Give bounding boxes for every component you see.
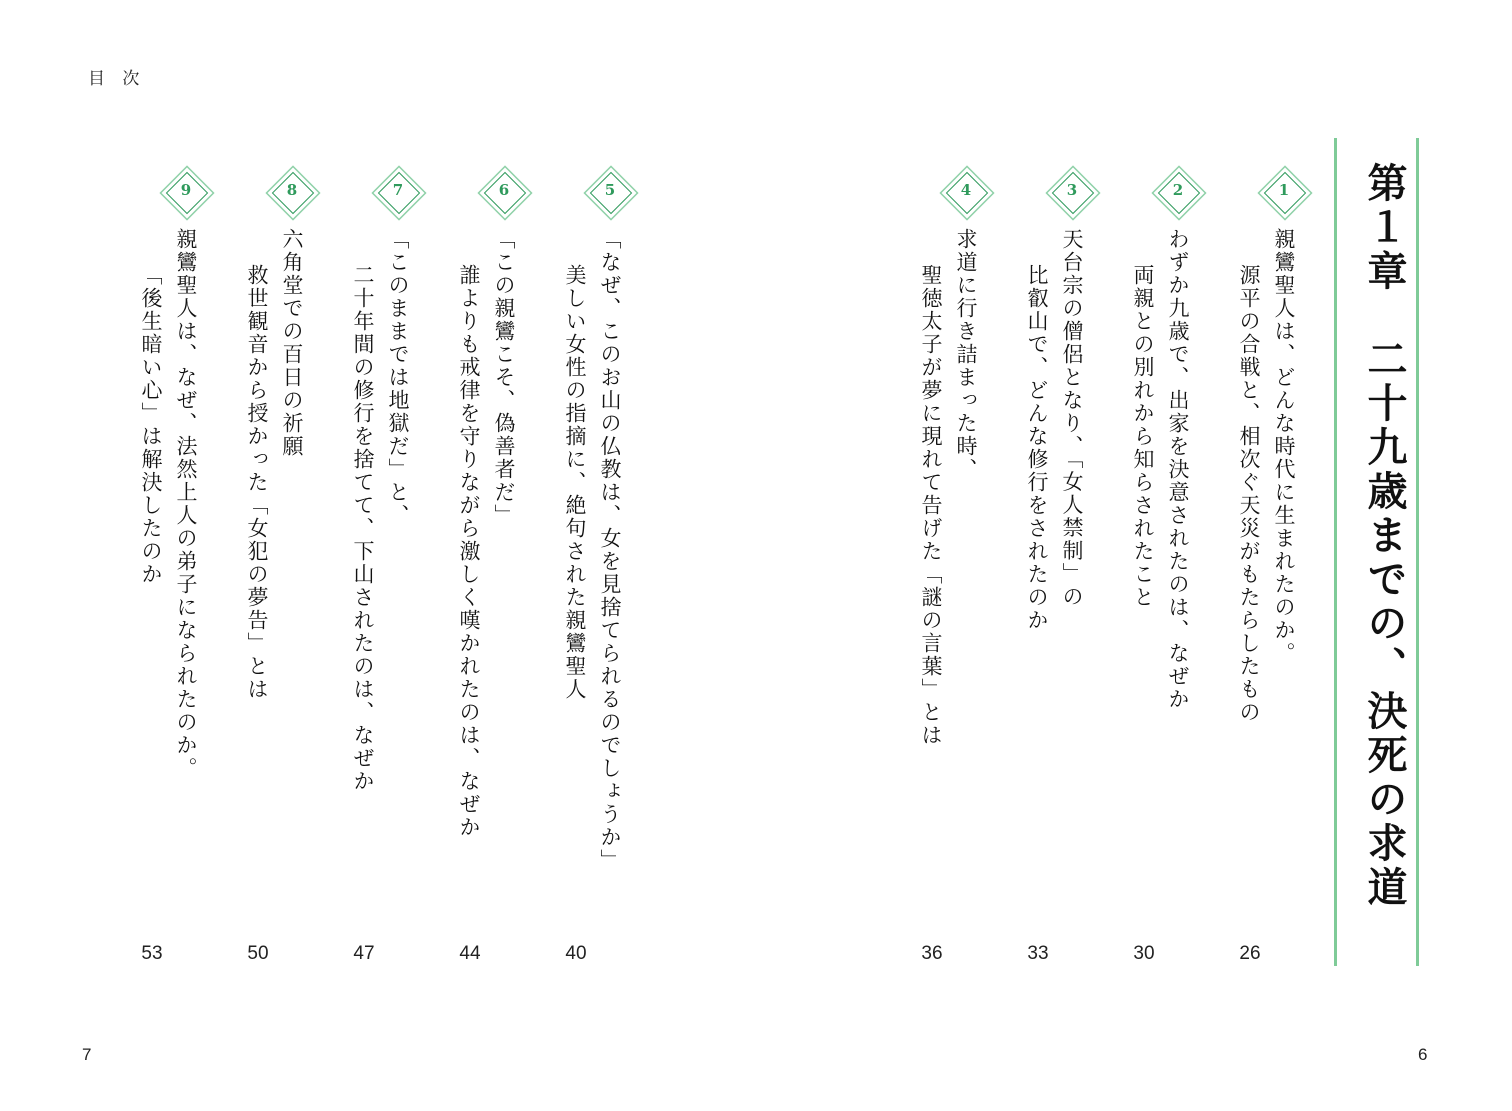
entry-page-number: 30	[1133, 943, 1155, 964]
entry-number: 4	[960, 181, 972, 199]
toc-entry-3[interactable]	[1023, 0, 1113, 1000]
entry-subtitle-line: 誰よりも戒律を守りながら激しく嘆かれたのは、なぜか	[457, 264, 481, 839]
entry-number: 1	[1278, 181, 1290, 199]
entry-subtitle-line: 両親との別れから知らされたこと	[1131, 264, 1155, 609]
contents-header: 目 次	[88, 69, 146, 89]
entry-page-number: 53	[141, 943, 163, 964]
entry-title-line: わずか九歳で、出家を決意されたのは、なぜか	[1166, 228, 1190, 711]
toc-entry-4[interactable]	[917, 0, 1007, 1000]
entry-title-line: 「なぜ、このお山の仏教は、女を見捨てられるのでしょうか」	[598, 228, 622, 872]
entry-page-number: 36	[921, 943, 943, 964]
entry-page-number: 26	[1239, 943, 1261, 964]
entry-title-line: 六角堂での百日の祈願	[280, 228, 304, 458]
entry-title-line: 求道に行き詰まった時、	[954, 228, 978, 481]
entry-number: 6	[498, 181, 510, 199]
entry-subtitle-line: 救世観音から授かった「女犯の夢告」とは	[245, 264, 269, 701]
entry-subtitle-line: 源平の合戦と、相次ぐ天災がもたらしたもの	[1237, 264, 1261, 724]
entry-number: 2	[1172, 181, 1184, 199]
entry-page-number: 50	[247, 943, 269, 964]
entry-number: 5	[604, 181, 616, 199]
left-page-number: 7	[82, 1045, 92, 1064]
chapter-rule-right	[1416, 138, 1419, 966]
entry-page-number: 47	[353, 943, 375, 964]
entry-title-line: 「このままでは地獄だ」と、	[386, 228, 410, 527]
entry-subtitle-line: 二十年間の修行を捨てて、下山されたのは、なぜか	[351, 264, 375, 793]
entry-page-number: 44	[459, 943, 481, 964]
toc-entry-2[interactable]	[1129, 0, 1219, 1000]
entry-number: 8	[286, 181, 298, 199]
toc-entry-8[interactable]	[243, 0, 333, 1000]
entry-subtitle-line: 聖徳太子が夢に現れて告げた「謎の言葉」とは	[919, 264, 943, 747]
entry-number: 3	[1066, 181, 1078, 199]
entry-title-line: 親鸞聖人は、どんな時代に生まれたのか。	[1272, 228, 1296, 665]
entry-subtitle-line: 美しい女性の指摘に、絶句された親鸞聖人	[563, 264, 587, 701]
entry-subtitle-line: 比叡山で、どんな修行をされたのか	[1025, 264, 1049, 632]
toc-entry-1[interactable]	[1235, 0, 1325, 1000]
entry-page-number: 33	[1027, 943, 1049, 964]
entry-number: 9	[180, 181, 192, 199]
toc-entry-9[interactable]	[137, 0, 227, 1000]
entry-number: 7	[392, 181, 404, 199]
toc-entry-5[interactable]	[561, 0, 651, 1000]
entry-subtitle-line: 「後生暗い心」は解決したのか	[139, 264, 163, 586]
toc-entry-7[interactable]	[349, 0, 439, 1000]
entry-title-line: 「この親鸞こそ、偽善者だ」	[492, 228, 516, 527]
right-page-number: 6	[1418, 1045, 1428, 1064]
chapter-title: 第１章 二十九歳までの、決死の求道	[1361, 162, 1408, 910]
entry-title-line: 親鸞聖人は、なぜ、法然上人の弟子になられたのか。	[174, 228, 198, 780]
chapter-rule-left	[1334, 138, 1337, 966]
entry-title-line: 天台宗の僧侶となり、「女人禁制」の	[1060, 228, 1084, 609]
toc-entry-6[interactable]	[455, 0, 545, 1000]
entry-page-number: 40	[565, 943, 587, 964]
